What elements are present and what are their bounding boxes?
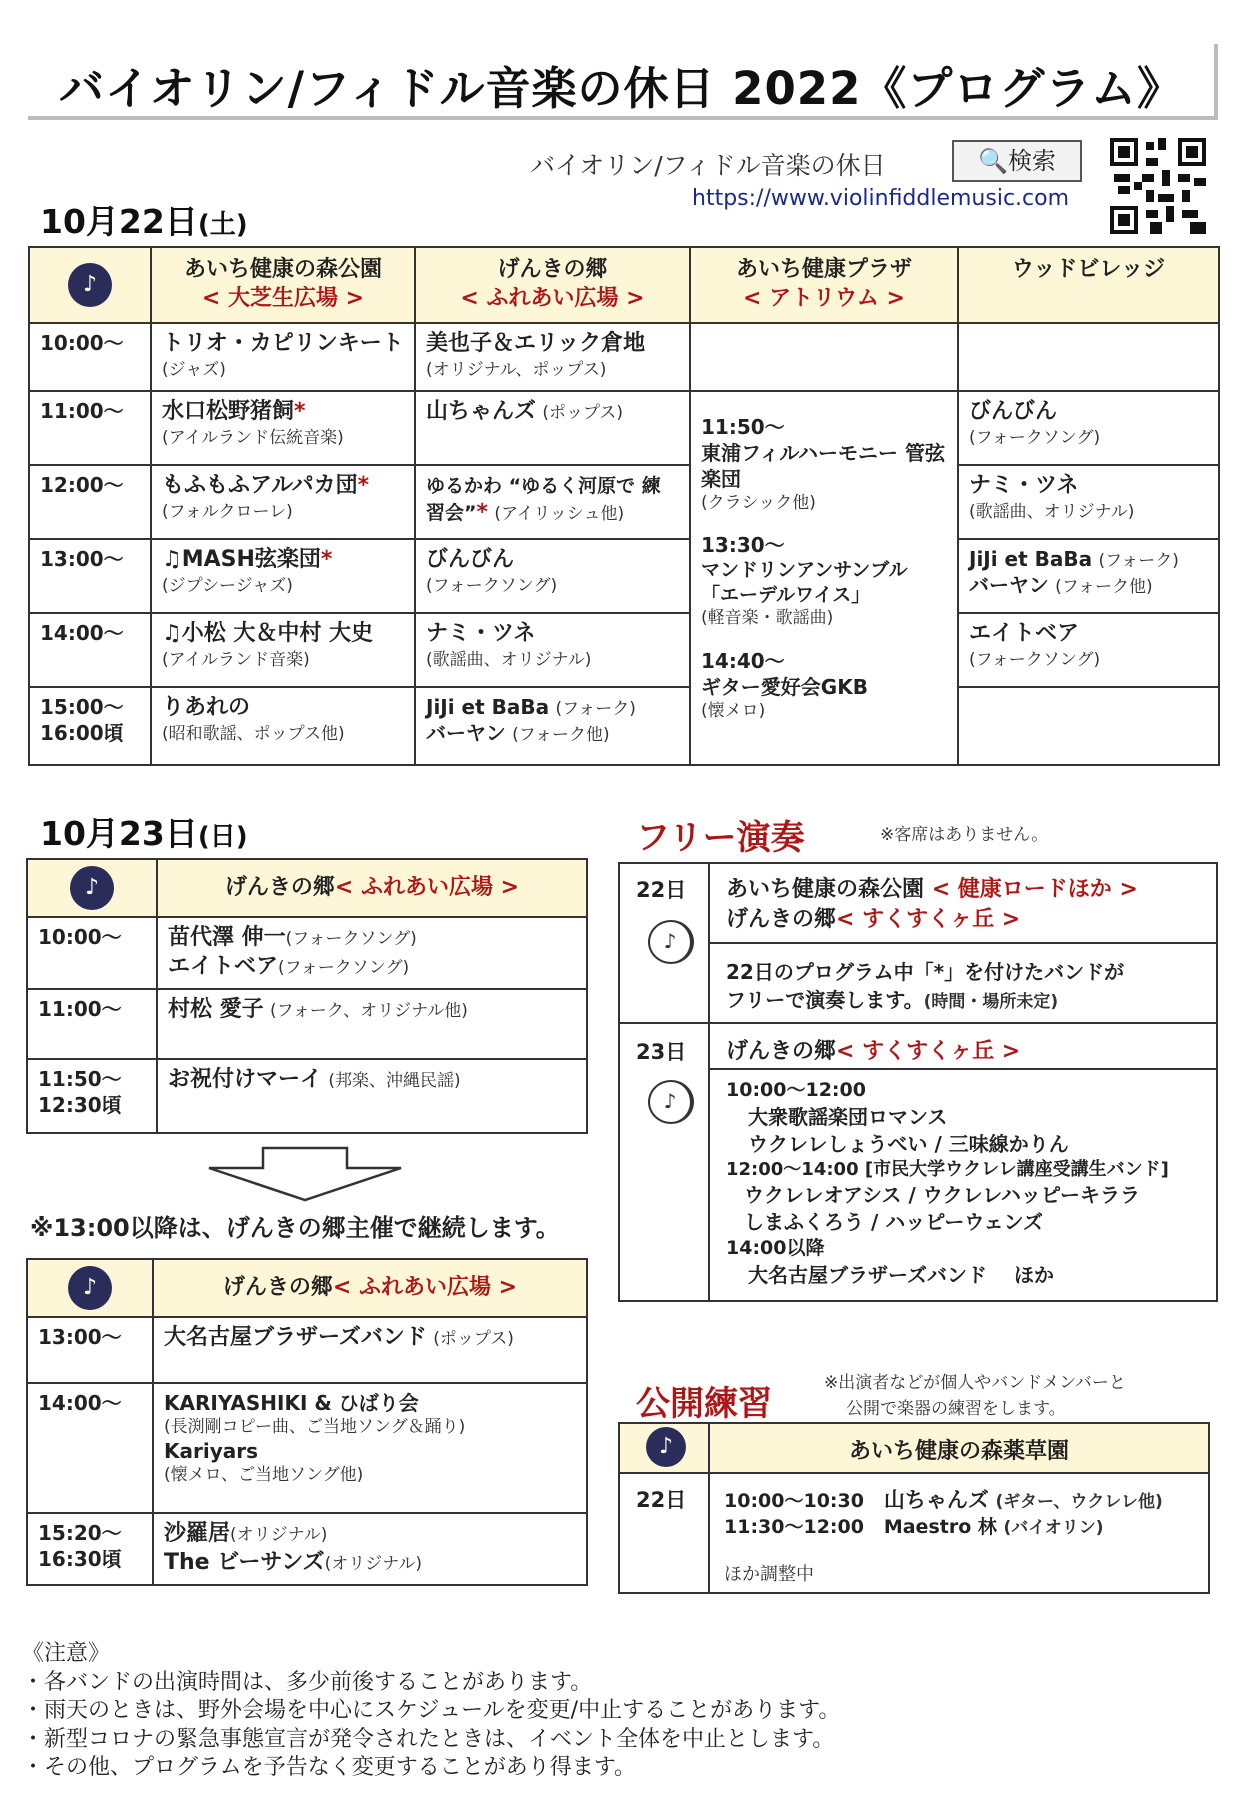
free-play-note: ※客席はありません。 (880, 825, 1049, 845)
slot-cell (958, 613, 1219, 687)
genki-header-row (27, 1259, 587, 1317)
venue-header-1 (151, 247, 415, 323)
time-cell: 11:00〜 (29, 391, 151, 465)
violin-icon: ♪ (70, 866, 114, 910)
slot-cell (153, 1317, 587, 1383)
band-name: Kariyars (164, 1439, 259, 1464)
practice-time: 10:00〜10:30 (724, 1490, 864, 1512)
time-start: 11:50〜 (38, 1067, 122, 1091)
venue-name: あいち健康の森公園 (726, 877, 925, 902)
time-start: 15:20〜 (38, 1521, 122, 1545)
time-start: 15:00〜 (40, 695, 124, 719)
genre: (フォーク他) (512, 725, 610, 746)
note-item: ・その他、プログラムを予告なく変更することがあり得ます。 (22, 1755, 637, 1781)
slot-cell (415, 613, 690, 687)
band-name: エイトベア (168, 953, 279, 979)
time-end: 16:00頃 (40, 721, 124, 745)
practice-day: 22日 (636, 1488, 687, 1512)
violin-icon-free23 (648, 1080, 694, 1124)
band-name: KARIYASHIKI & ひばり会 (164, 1391, 419, 1415)
time-cell: 12:00〜 (29, 465, 151, 539)
notes-section (22, 1640, 840, 1783)
band-name: びんびん (969, 399, 1058, 424)
slot-cell (415, 391, 690, 465)
header-icon-cell (29, 247, 151, 323)
slot-cell (151, 539, 415, 613)
band-name: びんびん (426, 547, 515, 572)
free-d23-venue (726, 1034, 1020, 1065)
free-d22-venue1 (726, 872, 1138, 903)
genre: (オリジナル) (230, 1525, 328, 1545)
day1-dow: (土) (197, 210, 248, 240)
band-name: 水口松野猪飼 (162, 399, 295, 424)
band-name: 山ちゃんズ (426, 399, 537, 424)
violin-icon: ♪ (648, 920, 694, 964)
slot-cell (151, 323, 415, 391)
slot-cell-empty (958, 687, 1219, 765)
note-item: ・各バンドの出演時間は、多少前後することがあります。 (22, 1669, 593, 1695)
free-play-star: * (476, 499, 489, 525)
day2-header-row (27, 859, 587, 917)
band-name: JiJi et BaBa (969, 547, 1093, 571)
slot-cell (415, 687, 690, 765)
venue-sub: < ふれあい広場 > (460, 286, 645, 311)
venue-header-3 (690, 247, 958, 323)
day2-dow: (日) (197, 822, 248, 852)
band-name: お祝付けマーイ (168, 1067, 323, 1092)
slot-cell (415, 465, 690, 539)
table-row (27, 989, 587, 1059)
practice-line-1 (724, 1484, 1163, 1514)
time-cell: 14:00〜 (27, 1383, 153, 1513)
practice-time: 11:30〜12:00 (724, 1516, 864, 1538)
venue-header-2 (415, 247, 690, 323)
plaza-time: 14:40〜 (701, 648, 785, 673)
violin-icon: ♪ (68, 263, 112, 307)
slot-cell-empty (958, 323, 1219, 391)
violin-icon: ♪ (648, 1080, 694, 1124)
table-row (29, 539, 1219, 613)
venue-name: あいち健康の森公園 (183, 257, 382, 283)
band-name: バーヤン (969, 573, 1049, 598)
time-end: 12:30頃 (38, 1093, 122, 1117)
search-icon: 🔍 (978, 147, 1008, 175)
genre: (長渕剛コピー曲、ご当地ソング＆踊り) (164, 1417, 466, 1437)
free-d22-text2-main: フリーで演奏します。 (726, 988, 924, 1012)
slot-cell (153, 1383, 587, 1513)
genre: (ジャズ) (162, 359, 226, 380)
venue-name: げんきの郷 (726, 1039, 837, 1064)
table-row (29, 687, 1219, 765)
venue-sub: < ふれあい広場 > (332, 1274, 518, 1300)
page-title-box (28, 44, 1218, 120)
note-item: ・新型コロナの緊急事態宣言が発令されたときは、イベント全体を中止とします。 (22, 1726, 835, 1752)
venue-name: げんきの郷 (726, 907, 837, 932)
free-play-star: * (294, 399, 306, 424)
header-icon-cell (27, 859, 157, 917)
table-row (29, 391, 1219, 465)
violin-icon: ♪ (68, 1266, 112, 1310)
venue-name: ウッドビレッジ (1011, 257, 1166, 282)
slot-cell-empty (690, 323, 958, 391)
band-name: 大名古屋ブラザーズバンド (164, 1325, 427, 1350)
genre: (アイリッシュ他) (494, 503, 625, 524)
band-name: 村松 愛子 (168, 997, 264, 1022)
genre: (アイルランド音楽) (162, 649, 310, 670)
free-d23-list (726, 1078, 1169, 1289)
venue-header (157, 859, 587, 917)
venue-name: げんきの郷 (497, 257, 608, 283)
genre: (ポップス) (433, 1329, 514, 1349)
table-row (29, 323, 1219, 391)
slot-cell (157, 989, 587, 1059)
venue-sub: < すくすくヶ丘 > (836, 1039, 1021, 1064)
band-name: 山ちゃんズ (883, 1488, 989, 1512)
band-name: トリオ・カピリンキート (162, 331, 404, 356)
band-name: ナミ・ツネ (426, 621, 536, 646)
free-d23-time: 12:00〜14:00 [市民大学ウクレレ講座受講生バンド] (726, 1158, 1169, 1180)
genre: (アイルランド伝統音楽) (162, 427, 344, 448)
genre: (フォーク) (1098, 551, 1179, 571)
band-name: バーヤン (426, 721, 506, 746)
free-play-star: * (357, 473, 370, 498)
table-row (27, 1513, 587, 1585)
time-end: 16:30頃 (38, 1547, 122, 1571)
genre: (フォーク、オリジナル他) (270, 1001, 468, 1021)
band-name: Maestro 林 (883, 1516, 997, 1538)
table-row (27, 917, 587, 989)
page-title: バイオリン/フィドル音楽の休日 2022《プログラム》 (59, 62, 1183, 115)
day2-date (40, 808, 248, 855)
free-day22: 22日 (636, 878, 687, 902)
header-icon-cell (27, 1259, 153, 1317)
plaza-time: 13:30〜 (701, 533, 785, 558)
genre: (ジプシージャズ) (162, 575, 293, 596)
practice-venue: あいち健康の森薬草園 (848, 1439, 1069, 1464)
genre: (クラシック他) (701, 493, 816, 513)
day2-schedule-table (26, 858, 588, 1134)
slot-cell (151, 613, 415, 687)
genre: (懐メロ) (701, 700, 766, 721)
slot-cell (958, 391, 1219, 465)
down-arrow-icon (205, 1146, 405, 1202)
free-d23-band: しまふくろう / ハッピーウェンズ (744, 1209, 1044, 1234)
genre: (オリジナル) (324, 1553, 423, 1574)
band-name: りあれの (162, 695, 251, 720)
venue-name: あいち健康プラザ (735, 257, 912, 283)
time-cell: 13:00〜 (29, 539, 151, 613)
genre: (フォルクローレ) (162, 501, 293, 522)
free-d23-band: 大衆歌謡楽団ロマンス (748, 1104, 948, 1129)
band-name: ナミ・ツネ (969, 473, 1079, 498)
genre: (フォークソング) (969, 649, 1101, 670)
genre: (フォークソング) (969, 427, 1101, 448)
slot-cell (415, 323, 690, 391)
violin-icon: ♪ (646, 1427, 686, 1467)
notes-heading: 《注意》 (22, 1641, 111, 1666)
slot-cell (157, 917, 587, 989)
genre: (歌謡曲、オリジナル) (426, 649, 592, 670)
day2-genki-table (26, 1258, 588, 1586)
table-row (27, 1059, 587, 1133)
continue-note: ※13:00以降は、げんきの郷主催で継続します。 (30, 1214, 560, 1242)
violin-icon-practice (646, 1427, 686, 1467)
band-name: ギター愛好会GKB (701, 674, 868, 699)
day1-header-row (29, 247, 1219, 323)
free-d22-text2-small: (時間・場所未定) (923, 992, 1059, 1012)
venue-sub: < ふれあい広場 > (334, 874, 520, 900)
genre: (フォーク他) (1055, 577, 1153, 598)
free-play-heading: フリー演奏 (636, 818, 805, 858)
free-d23-time: 14:00以降 (726, 1236, 825, 1259)
day2-date-text: 10月23日 (40, 814, 198, 853)
violin-icon-free22 (648, 920, 694, 964)
plaza-cell (690, 391, 958, 765)
slot-cell (153, 1513, 587, 1585)
free-d23-band: ウクレレしょうべい / 三味線かりん (748, 1131, 1069, 1156)
venue-name: げんきの郷 (222, 1274, 333, 1300)
qr-code-icon[interactable] (1110, 138, 1206, 234)
time-cell (27, 1513, 153, 1585)
venue-sub: < 大芝生広場 > (201, 286, 365, 311)
band-name: 美也子＆エリック倉地 (426, 331, 646, 356)
venue-name: げんきの郷 (224, 874, 335, 900)
band-name: 沙羅居 (164, 1521, 231, 1546)
free-play-box (618, 862, 1218, 1302)
practice-note-1: ※出演者などが個人やバンドメンバーと (824, 1373, 1126, 1393)
table-row (27, 1383, 587, 1513)
genre: (歌謡曲、オリジナル) (969, 501, 1135, 522)
genre: (ポップス) (542, 403, 623, 423)
table-row (29, 465, 1219, 539)
practice-note-2: 公開で楽器の練習をします。 (846, 1399, 1066, 1419)
plaza-time: 11:50〜 (701, 415, 785, 439)
genre: (ギター、ウクレレ他) (995, 1492, 1163, 1512)
genre: (フォークソング) (278, 957, 410, 978)
free-d23-band: 大名古屋ブラザーズバンド ほか (748, 1262, 1054, 1287)
genre: (フォークソング) (426, 575, 558, 596)
practice-line-3: ほか調整中 (724, 1564, 814, 1585)
venue-sub: < 健康ロードほか > (931, 877, 1138, 902)
genre: (フォーク) (555, 699, 636, 719)
band-name: エイトベア (969, 621, 1080, 646)
search-button[interactable] (952, 140, 1082, 182)
genre: (昭和歌謡、ポップス他) (162, 723, 345, 744)
free-d23-time: 10:00〜12:00 (726, 1079, 866, 1101)
note-item: ・雨天のときは、野外会場を中心にスケジュールを変更/中止することがあります。 (22, 1698, 841, 1724)
band-name: 苗代澤 伸一 (168, 925, 286, 950)
free-d22-text2 (726, 984, 1058, 1013)
band-name: JiJi et BaBa (426, 695, 550, 719)
slot-cell (958, 539, 1219, 613)
day1-date (40, 196, 248, 243)
band-name: ♫小松 大＆中村 大史 (162, 621, 374, 646)
slot-cell (157, 1059, 587, 1133)
slot-cell (151, 465, 415, 539)
day1-schedule-table (28, 246, 1220, 766)
time-cell: 14:00〜 (29, 613, 151, 687)
slot-cell (151, 687, 415, 765)
table-row (27, 1317, 587, 1383)
genre: (バイオリン) (1003, 1518, 1104, 1538)
site-name: バイオリン/フィドル音楽の休日 (530, 151, 886, 180)
site-url[interactable]: https://www.violinfiddlemusic.com (692, 186, 1070, 211)
time-cell: 10:00〜 (27, 917, 157, 989)
time-cell: 11:00〜 (27, 989, 157, 1059)
venue-header-4 (958, 247, 1219, 323)
venue-sub: < アトリウム > (743, 286, 905, 311)
band-name: マンドリンアンサンブル 「エーデルワイス」 (701, 559, 908, 606)
genre: (軽音楽・歌謡曲) (701, 608, 834, 629)
time-cell: 13:00〜 (27, 1317, 153, 1383)
slot-cell (958, 465, 1219, 539)
time-cell: 10:00〜 (29, 323, 151, 391)
genre: (オリジナル、ポップス) (426, 359, 607, 380)
day1-date-text: 10月22日 (40, 202, 198, 241)
free-d22-text1: 22日のプログラム中「*」を付けたバンドが (726, 960, 1125, 984)
venue-sub: < すくすくヶ丘 > (836, 907, 1021, 932)
time-cell (29, 687, 151, 765)
time-cell (27, 1059, 157, 1133)
genre: (邦楽、沖縄民謡) (328, 1071, 461, 1091)
band-name: もふもふアルパカ団 (162, 473, 358, 498)
venue-header (153, 1259, 587, 1317)
practice-line-2 (724, 1512, 1104, 1539)
search-label: 検索 (1007, 147, 1056, 175)
free-d23-band: ウクレレオアシス / ウクレレハッピーキララ (744, 1182, 1141, 1207)
slot-cell (151, 391, 415, 465)
table-row (29, 613, 1219, 687)
free-d22-venue2 (726, 902, 1020, 933)
genre: (懐メロ、ご当地ソング他) (164, 1465, 364, 1486)
practice-heading: 公開練習 (636, 1384, 772, 1424)
free-play-star: * (320, 547, 333, 572)
band-name: The ビーサンズ (164, 1549, 325, 1575)
genre: (フォークソング) (285, 929, 417, 949)
slot-cell (415, 539, 690, 613)
free-day23: 23日 (636, 1040, 687, 1064)
band-name: ゆるかわ “ゆるく河原で 練習会” (426, 475, 661, 524)
practice-box (618, 1422, 1210, 1594)
band-name: ♫MASH弦楽団 (162, 547, 321, 572)
band-name: 東浦フィルハーモニー 管弦楽団 (701, 441, 945, 491)
